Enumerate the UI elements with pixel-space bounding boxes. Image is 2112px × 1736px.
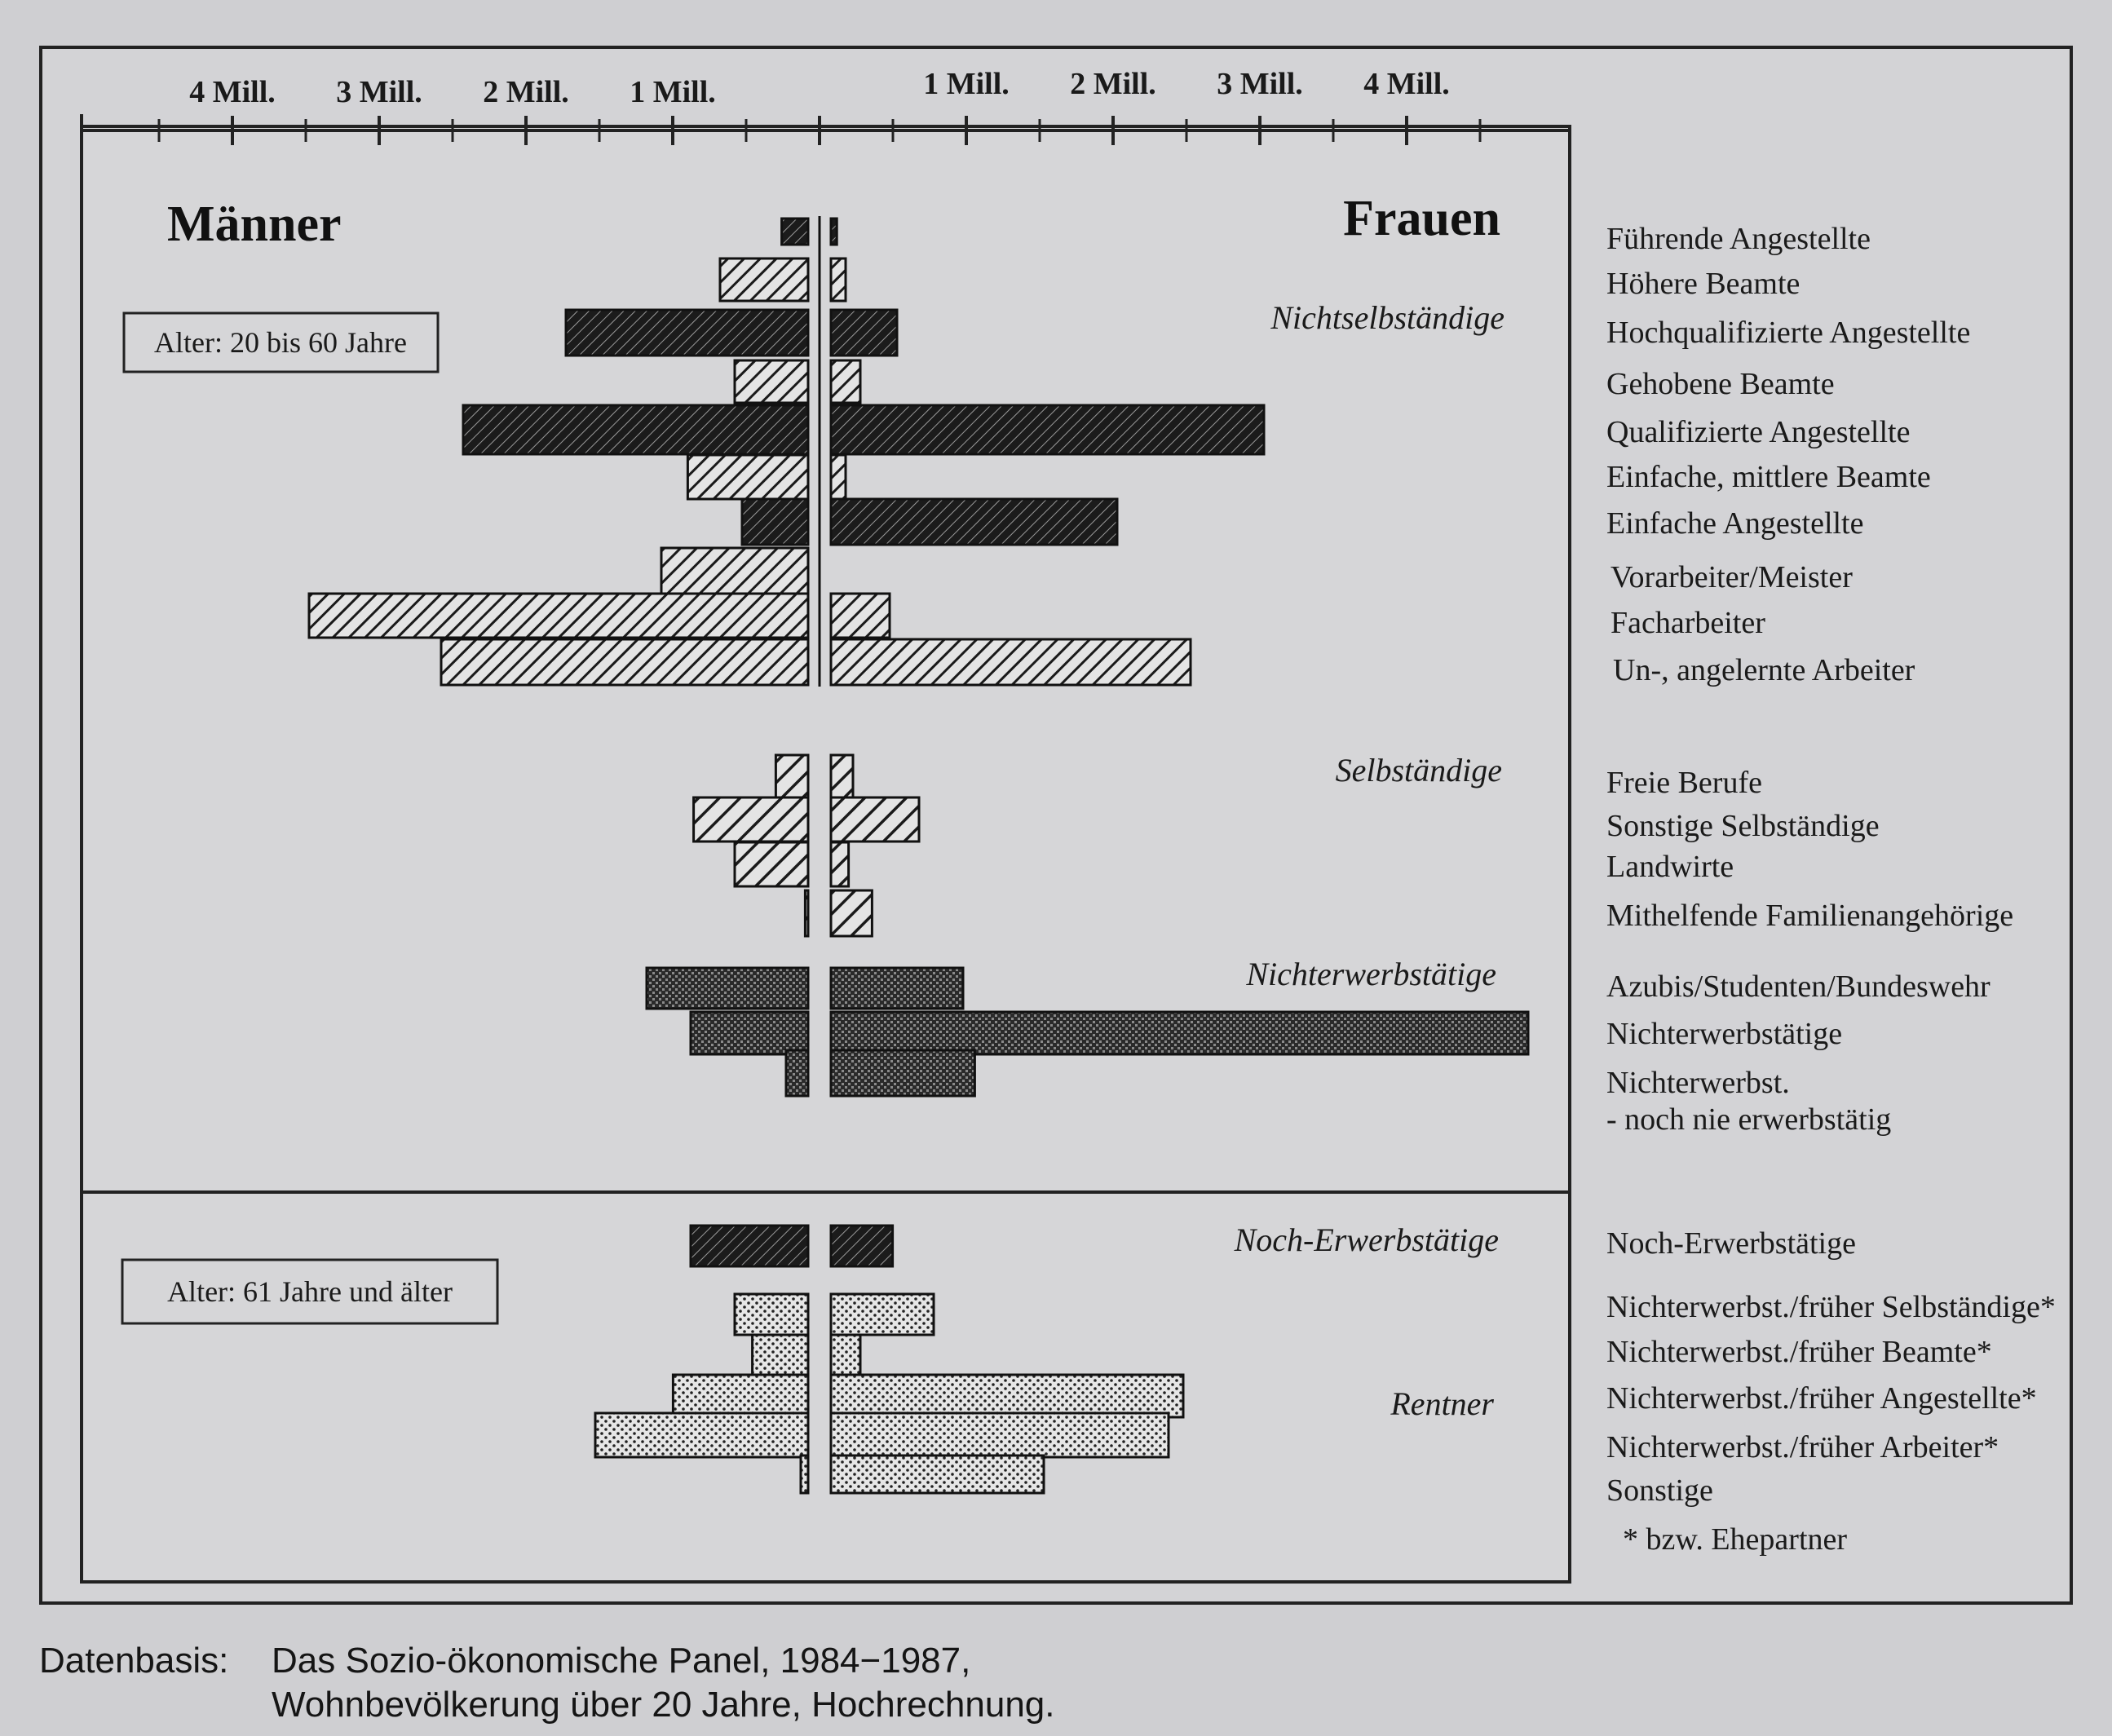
footnote: * bzw. Ehepartner <box>1623 1522 1848 1557</box>
women-bar <box>831 1294 934 1335</box>
legend-label: Facharbeiter <box>1611 606 1765 640</box>
legend-label: Höhere Beamte <box>1606 267 1801 301</box>
men-bar <box>735 842 808 886</box>
men-bar <box>441 639 808 685</box>
men-bar <box>735 1294 808 1335</box>
legend-label: Un-, angelernte Arbeiter <box>1613 653 1915 687</box>
source-line-2: Wohnbevölkerung über 20 Jahre, Hochrechnung. <box>272 1685 1055 1725</box>
men-bar <box>463 405 808 454</box>
legend-label: Einfache, mittlere Beamte <box>1606 460 1931 494</box>
tick-label-left: 3 Mill. <box>336 75 422 109</box>
women-bar <box>831 1413 1169 1457</box>
women-bar <box>831 797 919 841</box>
legend-label: Nichterwerbst. <box>1606 1066 1790 1100</box>
legend-label: Sonstige <box>1606 1473 1713 1508</box>
tick-label-left: 4 Mill. <box>189 75 276 109</box>
men-bar <box>309 594 808 638</box>
women-bar <box>831 1012 1528 1054</box>
women-bar <box>831 594 890 638</box>
tick-label-right: 1 Mill. <box>923 67 1010 101</box>
age-label-old: Alter: 61 Jahre und älter <box>167 1275 453 1308</box>
source-label: Datenbasis: <box>39 1641 229 1681</box>
women-bar <box>831 842 849 886</box>
men-bar <box>595 1413 808 1457</box>
men-bar <box>775 755 808 797</box>
legend-label: Freie Berufe <box>1606 766 1762 800</box>
women-bar <box>831 968 963 1009</box>
women-title: Frauen <box>1343 191 1500 246</box>
legend-label-continued: - noch nie erwerbstätig <box>1606 1102 1892 1137</box>
men-bar <box>805 890 808 936</box>
men-bar <box>801 1456 808 1493</box>
men-bar <box>786 1050 808 1096</box>
women-bar <box>831 219 837 245</box>
group-label-rentner: Rentner <box>1390 1385 1494 1422</box>
men-bar <box>691 1012 808 1054</box>
legend-label: Qualifizierte Angestellte <box>1606 415 1911 449</box>
legend-label: Führende Angestellte <box>1606 222 1871 256</box>
women-bar <box>831 1456 1044 1493</box>
men-bar <box>720 258 808 301</box>
legend-label: Mithelfende Familienangehörige <box>1606 899 2014 933</box>
women-bar <box>831 1335 860 1376</box>
women-bar <box>831 1375 1183 1417</box>
legend-label: Landwirte <box>1606 850 1734 884</box>
tick-label-right: 3 Mill. <box>1217 67 1303 101</box>
women-bar <box>831 405 1264 454</box>
women-bar <box>831 1226 893 1266</box>
men-bar <box>742 499 808 545</box>
group-label-nichtselbstaendige: Nichtselbständige <box>1270 299 1504 336</box>
women-bar <box>831 455 846 499</box>
women-bar <box>831 1050 974 1096</box>
legend-label: Nichterwerbst./früher Angestellte* <box>1606 1381 2037 1416</box>
legend-label: Noch-Erwerbstätige <box>1606 1226 1856 1261</box>
women-bar <box>831 310 897 356</box>
legend-label: Gehobene Beamte <box>1606 367 1835 401</box>
women-bar <box>831 639 1191 685</box>
men-bar <box>691 1226 808 1266</box>
men-title: Männer <box>167 197 342 252</box>
source-note <box>39 1639 1054 1727</box>
men-bar <box>735 360 808 403</box>
tick-label-right: 4 Mill. <box>1363 67 1450 101</box>
men-bar <box>694 797 808 841</box>
men-bar <box>687 455 808 499</box>
legend-label: Einfache Angestellte <box>1606 506 1864 541</box>
men-bar <box>673 1375 808 1417</box>
legend-label: Azubis/Studenten/Bundeswehr <box>1606 970 1990 1004</box>
men-bar <box>661 548 808 594</box>
legend-label: Vorarbeiter/Meister <box>1611 560 1853 594</box>
tick-label-left: 1 Mill. <box>630 75 716 109</box>
women-bar <box>831 360 860 403</box>
men-bar <box>753 1335 808 1376</box>
legend-label: Nichterwerbst./früher Arbeiter* <box>1606 1430 1999 1464</box>
legend-label: Nichterwerbst./früher Beamte* <box>1606 1335 1992 1369</box>
legend-label: Sonstige Selbständige <box>1606 809 1880 843</box>
age-label-young: Alter: 20 bis 60 Jahre <box>154 326 407 359</box>
tick-label-left: 2 Mill. <box>483 75 569 109</box>
women-bar <box>831 890 872 936</box>
men-bar <box>566 310 808 356</box>
tick-label-right: 2 Mill. <box>1070 67 1156 101</box>
group-label-selbstaendige: Selbständige <box>1335 752 1502 788</box>
legend-label: Nichterwerbstätige <box>1606 1017 1843 1051</box>
women-bar <box>831 499 1117 545</box>
legend-label: Nichterwerbst./früher Selbständige* <box>1606 1290 2056 1324</box>
legend-label: Hochqualifizierte Angestellte <box>1606 316 1971 350</box>
women-bar <box>831 755 853 797</box>
women-bar <box>831 258 846 301</box>
source-line-1: Das Sozio-ökonomische Panel, 1984−1987, <box>272 1641 971 1681</box>
group-label-nichterwerbstaetige: Nichterwerbstätige <box>1246 956 1496 992</box>
men-bar <box>782 219 808 245</box>
men-bar <box>647 968 808 1009</box>
group-label-noch-erwerbstaetige: Noch-Erwerbstätige <box>1234 1221 1499 1258</box>
